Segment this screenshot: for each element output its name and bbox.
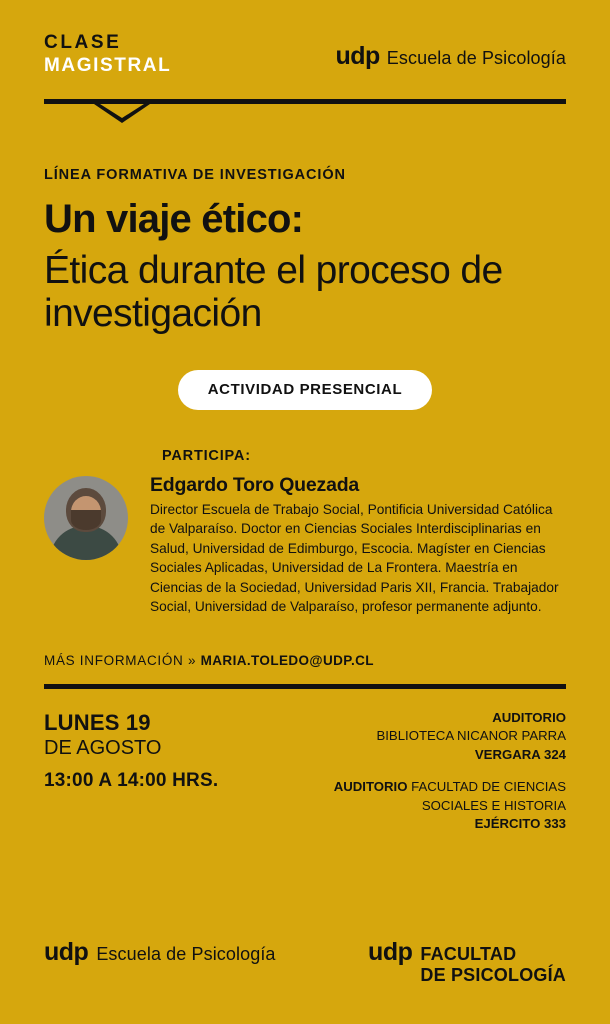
venue-name: BIBLIOTECA NICANOR PARRA: [376, 728, 566, 744]
footer-faculty-label: [420, 944, 566, 986]
udp-wordmark-icon: udp: [335, 42, 380, 70]
event-details: [44, 709, 566, 834]
venue-label: AUDITORIO: [333, 778, 408, 794]
magistral-label: MAGISTRAL: [44, 55, 172, 77]
speaker-block: [44, 474, 566, 617]
footer-faculty-line2: DE PSICOLOGÍA: [420, 965, 566, 986]
udp-unit-label: Escuela de Psicología: [386, 48, 566, 68]
speaker-text: [150, 474, 566, 617]
page-title: Un viaje ético:: [44, 196, 304, 241]
udp-logo-header: [335, 32, 566, 71]
contact-prefix: MÁS INFORMACIÓN »: [44, 652, 197, 668]
poster-header: [44, 0, 566, 77]
date-block: [44, 709, 218, 834]
contact-email[interactable]: MARIA.TOLEDO@UDP.CL: [200, 652, 374, 668]
venue-address: VERGARA 324: [474, 747, 566, 763]
footer-logo-right: [368, 938, 566, 986]
event-date-day: LUNES 19: [44, 709, 151, 735]
venue-name: FACULTAD DE CIENCIAS SOCIALES E HISTORIA: [411, 778, 566, 813]
venue-list: [326, 709, 566, 834]
speaker-bio: Director Escuela de Trabajo Social, Pontificia Universidad Católica de Valparaíso. Doctor en Ciencias Sociales Interdisciplinarias en Salud, Universidad de Edimburgo, Escocia. Magíster en Ciencias Sociales Aplicadas, Universidad de La Frontera. Maestría en Ciencias de la Sociedad, Universidad Paris XII, Francia. Trabajador Social, Universidad de Valparaíso, profesor permanente adjunto.: [150, 501, 559, 615]
speaker-name: Edgardo Toro Quezada: [150, 473, 360, 496]
avatar: [44, 476, 128, 560]
event-time: 13:00 A 14:00 HRS.: [44, 770, 219, 792]
event-date-month: DE AGOSTO: [44, 737, 162, 760]
udp-wordmark-icon: udp: [368, 938, 413, 967]
eyebrow-label: LÍNEA FORMATIVA DE INVESTIGACIÓN: [44, 166, 346, 183]
venue-label: AUDITORIO: [492, 709, 566, 725]
venue-address: EJÉRCITO 333: [474, 816, 566, 832]
class-type-block: [44, 32, 171, 77]
header-divider: [44, 99, 566, 121]
badge-row: [44, 370, 566, 410]
clase-label: CLASE: [44, 32, 122, 53]
venue-item: [326, 778, 566, 834]
poster-footer: [44, 938, 566, 986]
venue-item: [326, 709, 566, 765]
status-badge: ACTIVIDAD PRESENCIAL: [178, 370, 433, 410]
udp-wordmark-icon: udp: [44, 938, 89, 967]
footer-divider: [44, 684, 566, 689]
contact-line: [44, 653, 566, 668]
footer-unit-label: Escuela de Psicología: [96, 944, 276, 965]
divider-notch-inner-icon: [100, 104, 144, 118]
avatar-beard-shape: [71, 510, 101, 530]
footer-faculty-line1: FACULTAD: [420, 944, 517, 965]
footer-logo-left: [44, 938, 276, 967]
participa-label: PARTICIPA:: [162, 447, 251, 464]
page-subtitle: Ética durante el proceso de investigación: [44, 248, 503, 336]
